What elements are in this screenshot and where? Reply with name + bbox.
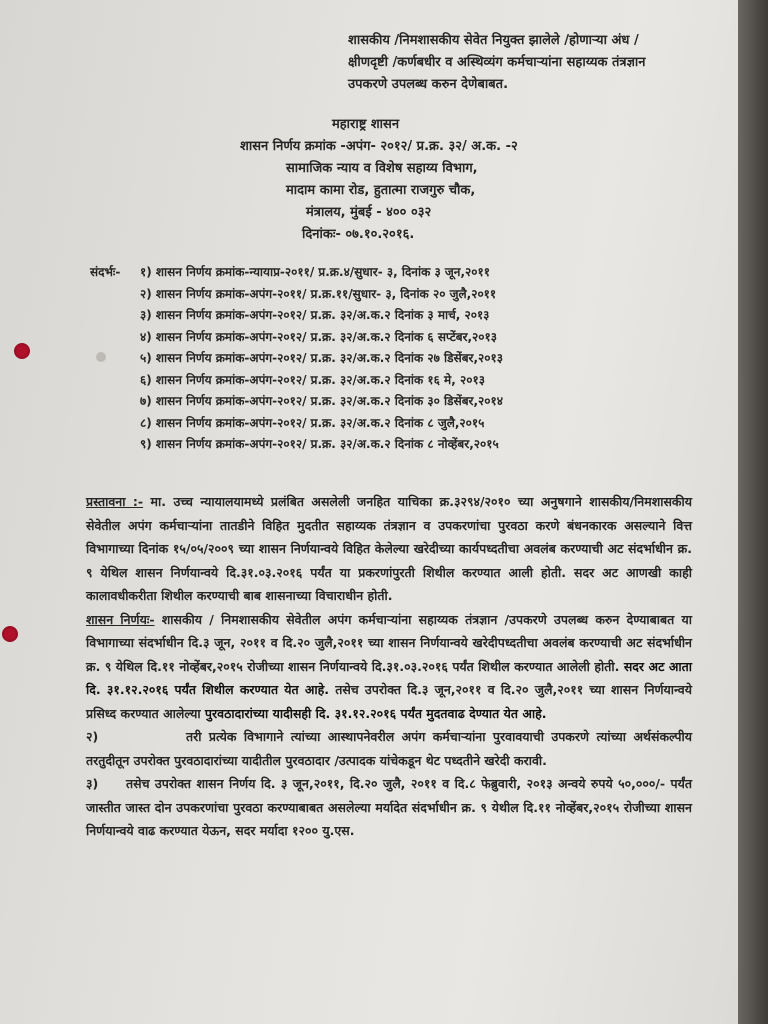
reference-item: ४) शासन निर्णय क्रमांक-अपंग-२०१२/ प्र.क्र. ३२/अ.क.२ दिनांक ६ सप्टेंबर,२०१३ bbox=[140, 329, 498, 344]
office-address: मादाम कामा रोड, हुतात्मा राजगुरु चौक, bbox=[286, 183, 476, 198]
binding-thread-mark bbox=[2, 626, 18, 642]
paragraph-text: तरी प्रत्येक विभागाने त्यांच्या आस्थापनेवरील अपंग कर्मचाऱ्यांना पुरवावयाची उपकरणे त्यांच्या अर्थसंकल्पीय तरतुदीतून उपरोक्त पुरवठादारांच्या यादीतील पुरवठादार /उत्पादक यांचेकडून थेट पध्दतीने खरेदी करावी. bbox=[86, 729, 692, 768]
subject-heading: शासकीय /निमशासकीय सेवेत नियुक्त झालेले /होणाऱ्या अंध / क्षीणदृष्टी /कर्णबधीर व अस्थिव्यंग कर्मचाऱ्यांना सहाय्यक तंत्रज्ञान उपकरणे उपलब्ध करुन देणेबाबत. bbox=[348, 33, 646, 92]
reference-item: ८) शासन निर्णय क्रमांक-अपंग-२०१२/ प्र.क्र. ३२/अ.क.२ दिनांक ८ जुलै,२०१५ bbox=[140, 415, 485, 430]
preamble-paragraph bbox=[86, 490, 692, 608]
paragraph-text: तसेच उपरोक्त शासन निर्णय दि. ३ जून,२०११, दि.२० जुलै, २०११ व दि.८ फेब्रुवारी, २०१३ अन्वये रुपये ५०,०००/- पर्यंत जास्तीत जास्त दोन उपकरणांचा पुरवठा करण्याबाबत असलेल्या मर्यादेत संदर्भाधीन क्र. ९ येथील दि.११ नोव्हेंबर,२०१५ रोजीच्या शासन निर्णयान्वये वाढ करण्यात येऊन, सदर मर्यादा १२०० यु.एस. bbox=[86, 776, 692, 838]
binding-thread-mark bbox=[14, 343, 30, 359]
reference-item: संदर्भः- १) शासन निर्णय क्रमांक-न्यायाप्र-२०११/ प्र.क्र.४/सुधार- ३, दिनांक ३ जून,२०११ bbox=[90, 262, 610, 284]
preamble-heading: प्रस्तावना :- bbox=[86, 494, 144, 509]
decision-emphasis: सदर अट आता दि. ३१.१२.२०१६ पर्यंत शिथील करण्यात येत आहे. bbox=[86, 658, 692, 697]
reference-item: ७) शासन निर्णय क्रमांक-अपंग-२०१२/ प्र.क्र. ३२/अ.क.२ दिनांक ३० डिसेंबर,२०१४ bbox=[140, 394, 503, 408]
decision-text: शासकीय / निमशासकीय सेवेतील अपंग कर्मचाऱ्यांना सहाय्यक तंत्रज्ञान /उपकरणे उपलब्ध करुन देण्याबाबत या विभागाच्या संदर्भाधीन दि.३ जून, २०११ व दि.२० जुलै,२०११ च्या शासन निर्णयान्वये खरेदीपध्दतीचा अवलंब करण्याची अट संदर्भाधीन क्र. ९ येथिल दि.११ नोव्हेंबर,२०१५ रोजीच्या शासन निर्णयान्वये दि.३१.०३.२०१६ पर्यंत शिथील करण्यात आलेली होती. bbox=[86, 611, 692, 674]
decision-extension: पुरवठादारांच्या यादीसही दि. ३१.१२.२०१६ पर्यंत मुदतवाढ देण्यात येत आहे. bbox=[204, 705, 547, 721]
page-edge-shadow bbox=[738, 0, 768, 1024]
references-list bbox=[90, 262, 610, 456]
decision-paragraph-1 bbox=[86, 608, 692, 726]
reference-item: ३) शासन निर्णय क्रमांक-अपंग-२०१२/ प्र.क्र. ३२/अ.क.२ दिनांक ३ मार्च, २०१३ bbox=[140, 308, 490, 322]
paragraph-number: ३) bbox=[86, 776, 99, 791]
decision-text-tail: तसेच उपरोक्त दि.३ जून,२०११ व दि.२० जुलै,२०११ च्या शासन निर्णयान्वये प्रसिध्द करण्यात आलेल्या bbox=[86, 682, 692, 721]
document-body bbox=[86, 490, 692, 843]
issue-date: दिनांकः- ०७.१०.२०१६. bbox=[302, 227, 415, 242]
decision-heading: शासन निर्णयः- bbox=[86, 611, 155, 627]
decision-paragraph-3 bbox=[86, 772, 692, 843]
punch-hole bbox=[96, 352, 106, 362]
decision-paragraph-2 bbox=[86, 725, 692, 772]
reference-item: ९) शासन निर्णय क्रमांक-अपंग-२०१२/ प्र.क्र. ३२/अ.क.२ दिनांक ८ नोव्हेंबर,२०१५ bbox=[140, 437, 499, 451]
preamble-text: मा. उच्च न्यायालयामध्ये प्रलंबित असलेली जनहित याचिका क्र.३२९४/२०१० च्या अनुषगाने शासकीय/निमशासकीय सेवेतील अपंग कर्मचाऱ्यांना तातडीने विहित मुदतीत सहाय्यक तंत्रज्ञान व उपकरणांचा पुरवठा करणे बंधनकारक असल्याने वित्त विभागाच्या दिनांक १५/०५/२००९ च्या शासन निर्णयान्वये विहित केलेल्या खरेदीच्या कार्यपध्दतीचा अवलंब करण्याची अट संदर्भाधीन क्र. ९ येथिल शासन निर्णयान्वये दि.३१.०३.२०१६ पर्यंत या प्रकरणांपुरती शिथील करण्यात आली होती. सदर अट आणखी काही कालावधीकरीता शिथील करण्याची बाब शासनाच्या विचाराधीन होती. bbox=[86, 494, 692, 603]
reference-item: ६) शासन निर्णय क्रमांक-अपंग-२०१२/ प्र.क्र. ३२/अ.क.२ दिनांक १६ मे, २०१३ bbox=[140, 372, 485, 387]
references-label: संदर्भः- bbox=[90, 265, 121, 279]
office-city: मंत्रालय, मुंबई - ४०० ०३२ bbox=[306, 205, 432, 220]
gr-number: शासन निर्णय क्रमांक -अपंग- २०१२/ प्र.क्र. ३२/ अ.क. -२ bbox=[240, 139, 518, 154]
reference-item: ५) शासन निर्णय क्रमांक-अपंग-२०१२/ प्र.क्र. ३२/अ.क.२ दिनांक २७ डिसेंबर,२०१३ bbox=[140, 351, 503, 365]
office-header bbox=[240, 114, 660, 246]
paragraph-number: २) bbox=[86, 729, 99, 744]
government-name: महाराष्ट्र शासन bbox=[332, 117, 400, 132]
department-name: सामाजिक न्याय व विशेष सहाय्य विभाग, bbox=[286, 161, 478, 176]
reference-item: २) शासन निर्णय क्रमांक-अपंग-२०११/ प्र.क्र.११/सुधार- ३, दिनांक २० जुलै,२०११ bbox=[140, 286, 497, 301]
